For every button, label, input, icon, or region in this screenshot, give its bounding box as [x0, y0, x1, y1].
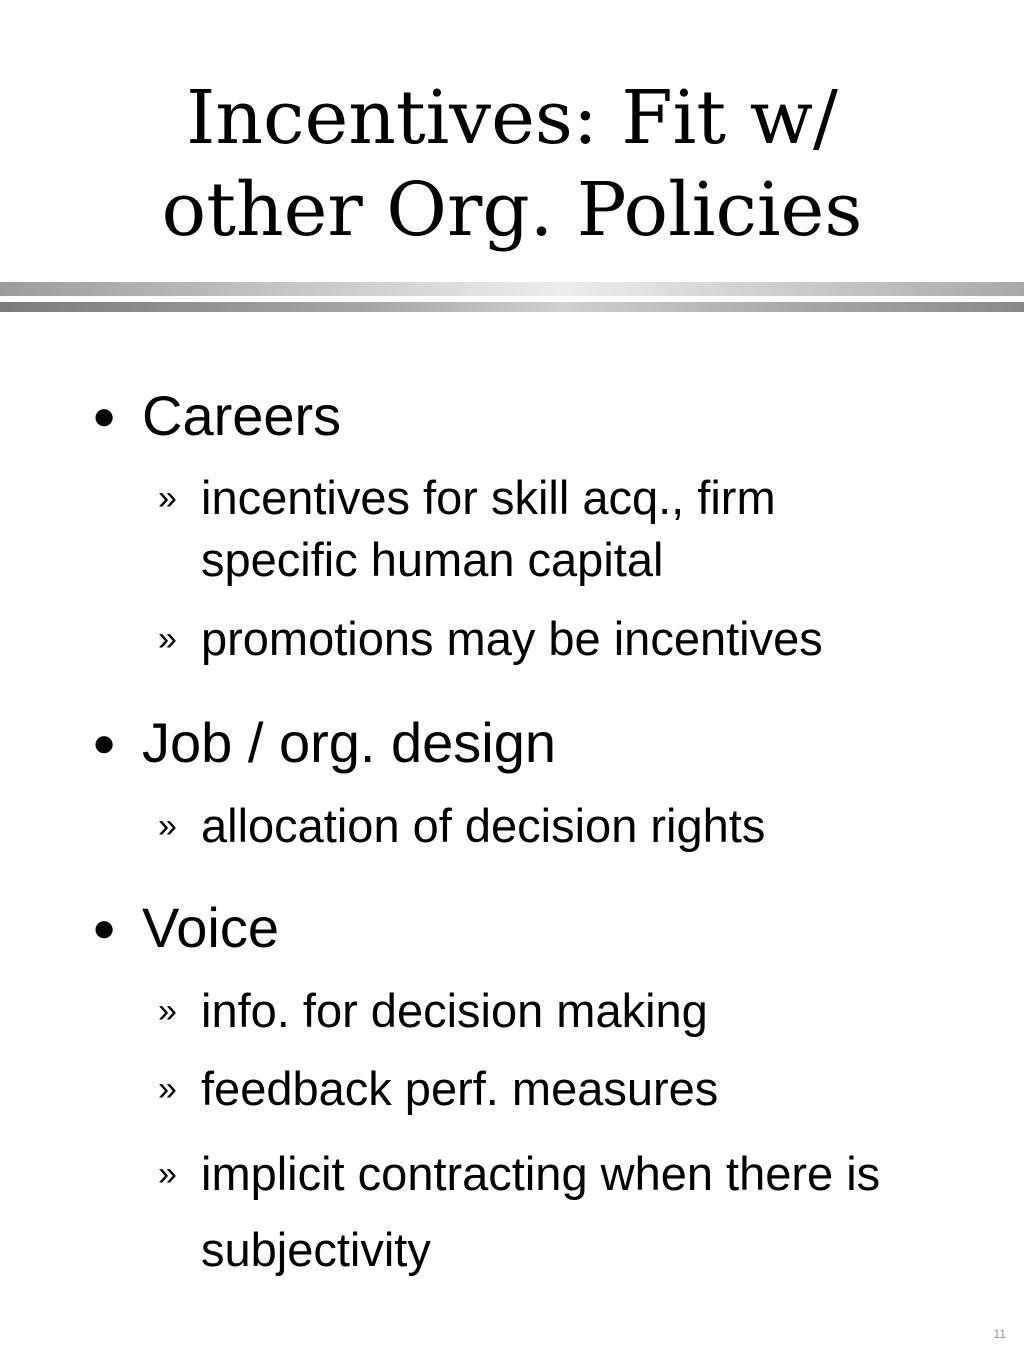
bullet-dot-icon: ● — [92, 394, 117, 439]
subitem-voice-1 — [158, 980, 958, 1042]
subitem-text: promotions may be incentives — [201, 612, 823, 665]
subitem-job-org-design-1 — [158, 795, 958, 857]
slide-title-line-1: Incentives: Fit w/ — [186, 75, 838, 161]
title-divider-top — [0, 282, 1024, 296]
subitem-marker-icon: » — [158, 479, 177, 517]
subitem-text: info. for decision making — [201, 984, 708, 1037]
bullet-label: Job / org. design — [142, 711, 557, 774]
bullet-dot-icon: ● — [92, 906, 117, 951]
bullet-label: Careers — [142, 384, 342, 447]
slide-title-line-2: other Org. Policies — [161, 167, 863, 253]
subitem-text: allocation of decision rights — [201, 799, 766, 852]
bullet-voice — [92, 896, 279, 964]
subitem-text: feedback perf. measures — [201, 1062, 719, 1115]
subitem-text: implicit contracting when there is subjectivity — [201, 1147, 881, 1276]
subitem-voice-3 — [158, 1136, 948, 1288]
subitem-marker-icon: » — [158, 807, 177, 845]
bullet-job-org-design — [92, 711, 556, 779]
subitem-careers-1 — [158, 467, 878, 591]
subitem-text: incentives for skill acq., firm specific human capital — [201, 471, 776, 586]
subitem-marker-icon: » — [158, 992, 177, 1030]
page-number: 11 — [993, 1327, 1006, 1341]
subitem-marker-icon: » — [158, 1155, 177, 1193]
bullet-careers — [92, 384, 341, 452]
subitem-voice-2 — [158, 1058, 958, 1120]
bullet-label: Voice — [142, 896, 279, 959]
slide-title — [0, 72, 1024, 256]
bullet-dot-icon: ● — [92, 721, 117, 766]
subitem-marker-icon: » — [158, 1070, 177, 1108]
title-divider-bottom — [0, 302, 1024, 312]
subitem-marker-icon: » — [158, 620, 177, 658]
subitem-careers-2 — [158, 608, 958, 670]
